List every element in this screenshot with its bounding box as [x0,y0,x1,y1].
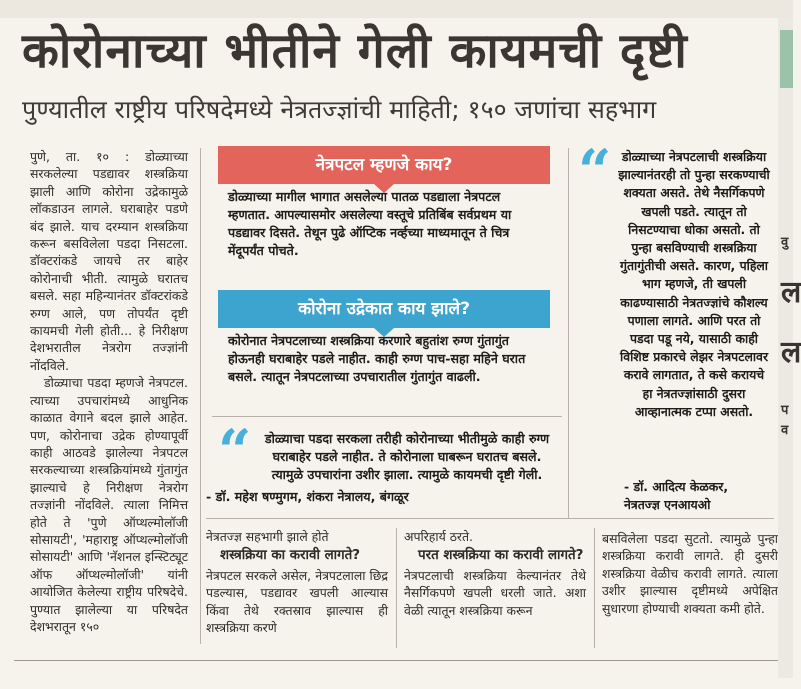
quote-signature-1: - डॉ. महेश षण्मुगम, शंकरा नेत्रालय, बंगळूर [206,489,409,504]
column-divider [568,148,569,518]
bottom-subheading: शस्त्रक्रिया का करावी लागते? [220,548,361,564]
section-divider [206,518,774,519]
article-column-1 [30,148,188,643]
quote-signature-org: नेत्रतज्ज्ञ एनआयओ [624,497,711,513]
column-divider [396,528,397,648]
headline: कोरोनाच्या भीतीने गेली कायमची दृष्टी [22,23,688,79]
bottom-column-3 [602,530,778,617]
section-divider [212,416,562,417]
article-paragraph-1: पुणे, ता. १० : डोळ्याच्या सरकलेल्या पडद्यावर शस्त्रक्रिया झाली आणि कोरोना उद्रेकामुळे लॉकडाउन लागले. घराबाहेर पडणे बंद झाले. याच दरम्यान शस्त्रक्रिया करून बसविलेला पडदा निसटला. डॉक्टरांकडे जायचे तर बाहेर कोरोनाची भीती. त्यामुळे घरातच बसले. सहा महिन्यानंतर डॉक्टरांकडे रुग्ण आले, पण तोपर्यंत दृष्टी कायमची गेली होती... हे निरीक्षण देशभरातील नेत्ररोग तज्ज्ञांनी नोंदविले. [30,149,188,373]
quote-text-1: डोळ्याचा पडदा सरकला तरीही कोरोनाच्या भीतीमुळे काही रुग्ण घराबाहेर पडले नाहीत. ते कोरोनाला घाबरून घरातच बसले. त्यामुळे उपचारांना उशीर झाला. त्यामुळे कायमची दृष्टी गेली. [264,431,550,482]
bottom-column-1 [206,528,388,636]
adjacent-text-fragment: ल [781,335,801,370]
adjacent-text-fragment: ल [781,275,801,310]
column-divider [200,148,201,644]
bottom-text: नेत्रपटलाची शस्त्रक्रिया केल्यानंतर तेथे नैसर्गिकपणे खपली धरली जाते. अशा वेळी त्यातून शस्त्रक्रिया करून [404,567,586,618]
quote-signature-name: - डॉ. आदित्य केळकर, [624,479,729,494]
quote-mark-icon: “ [578,137,612,205]
column-divider [594,528,595,648]
bottom-column-2 [404,528,586,619]
box-body-what-is-retina: डोळ्याच्या मागील भागात असलेल्या पातळ पडद्याला नेत्रपटल म्हणतात. आपल्यासमोर असलेल्या वस्तूचे प्रतिबिंब सर्वप्रथम या पडद्यावर दिसते. तेथून पुढे ऑप्टिक नर्व्हच्या माध्यमातून ते चित्र मेंदूपर्यंत पोचते. [228,189,512,258]
box-title-what-is-retina: नेत्रपटल म्हणजे काय? [218,146,550,184]
bottom-text: नेत्रतज्ज्ञ सहभागी झाले होते [206,529,329,544]
adjacent-text-fragment: व [781,423,789,438]
adjacent-text-fragment: प [781,403,789,418]
bottom-text: नेत्रपटल सरकले असेल, नेत्रपटलाला छिद्र पडल्यास, पडद्यावर खपली आल्यास किंवा तेथे रक्तस्राव झाल्यास ही शस्त्रक्रिया करणे [206,567,388,636]
adjacent-text-fragment: वु [781,235,789,250]
bottom-text: बसविलेला पडदा सुटतो. त्यामुळे पुन्हा शस्त्रक्रिया करावी लागते. ही दुसरी शस्त्रक्रिया वेळीच करावी लागते. त्याला उशीर झाल्यास दृष्टीमध्ये अपेक्षित सुधारणा होण्याची शक्यता कमी होते. [602,531,778,616]
bottom-subheading: परत शस्त्रक्रिया का करावी लागते? [418,548,584,564]
quote-text-2: डोळ्याच्या नेत्रपटलाची शस्त्रक्रिया झाल्यानंतरही तो पुन्हा सरकण्याची शक्यता असते. तेथे नैसर्गिकपणे खपली पडते. त्यातून तो निसटण्याचा धोका असतो. तो पुन्हा बसविण्याची शस्त्रक्रिया गुंतागुंतीची असते. कारण, पहिला भाग म्हणजे, ती खपली काढण्यासाठी नेत्रतज्ज्ञांचे कौशल्य पणाला लागते. आणि परत तो पडदा पडू नये, यासाठी काही विशिष्ट प्रकारचे लेझर नेत्रपटलावर करावे लागतात, ते कसे करायचे हा नेत्रतज्ज्ञांसाठी दुसरा आव्हानात्मक टप्पा असतो. [618,149,770,419]
box-body-corona-outbreak: कोरोनात नेत्रपटलाच्या शस्त्रक्रिया करणारे बहुतांश रुग्ण गुंतागुंत होऊनही घराबाहेर पडले नाहीत. काही रुग्ण पाच-सहा महिने घरात बसले. त्यातून नेत्रपटलाच्या उपचारातील गुंतागुंत वाढली. [228,333,526,384]
article-paragraph-2: डोळ्याचा पडदा म्हणजे नेत्रपटल. त्याच्या उपचारांमध्ये आधुनिक काळात वेगाने बदल झाले आहेत. पण, कोरोनाचा उद्रेक होण्यापूर्वी काही आठवडे झालेल्या नेत्रपटल सरकल्याच्या शस्त्रक्रियांमध्ये गुंतागुंत झाल्याचे हे निरीक्षण नेत्ररोग तज्ज्ञांनी नोंदविले. त्याला निमित्त होते ते 'पुणे ऑप्थल्मोलॉजी सोसायटी', 'महाराष्ट्र ऑप्थल्मोलॉजी सोसायटी' आणि 'नॅशनल इन्स्टिट्यूट ऑफ ऑप्थल्मोलॉजी' यांनी आयोजित केलेल्या राष्ट्रीय परिषदेचे. पुण्यात झालेल्या या परिषदेत देशभरातून १५० [30,375,188,634]
bottom-text: अपरिहार्य ठरते. [404,529,473,544]
quote-signature-2 [624,478,774,514]
subheadline: पुण्यातील राष्ट्रीय परिषदेमध्ये नेत्रतज्ज्ञांची माहिती; १५० जणांचा सहभाग [22,95,657,124]
quote-mark-icon: “ [218,417,252,485]
top-margin [0,0,793,18]
bottom-rule [14,660,778,661]
box-title-corona-outbreak: कोरोना उद्रेकात काय झाले? [218,290,550,328]
adjacent-image-fragment [780,30,793,88]
